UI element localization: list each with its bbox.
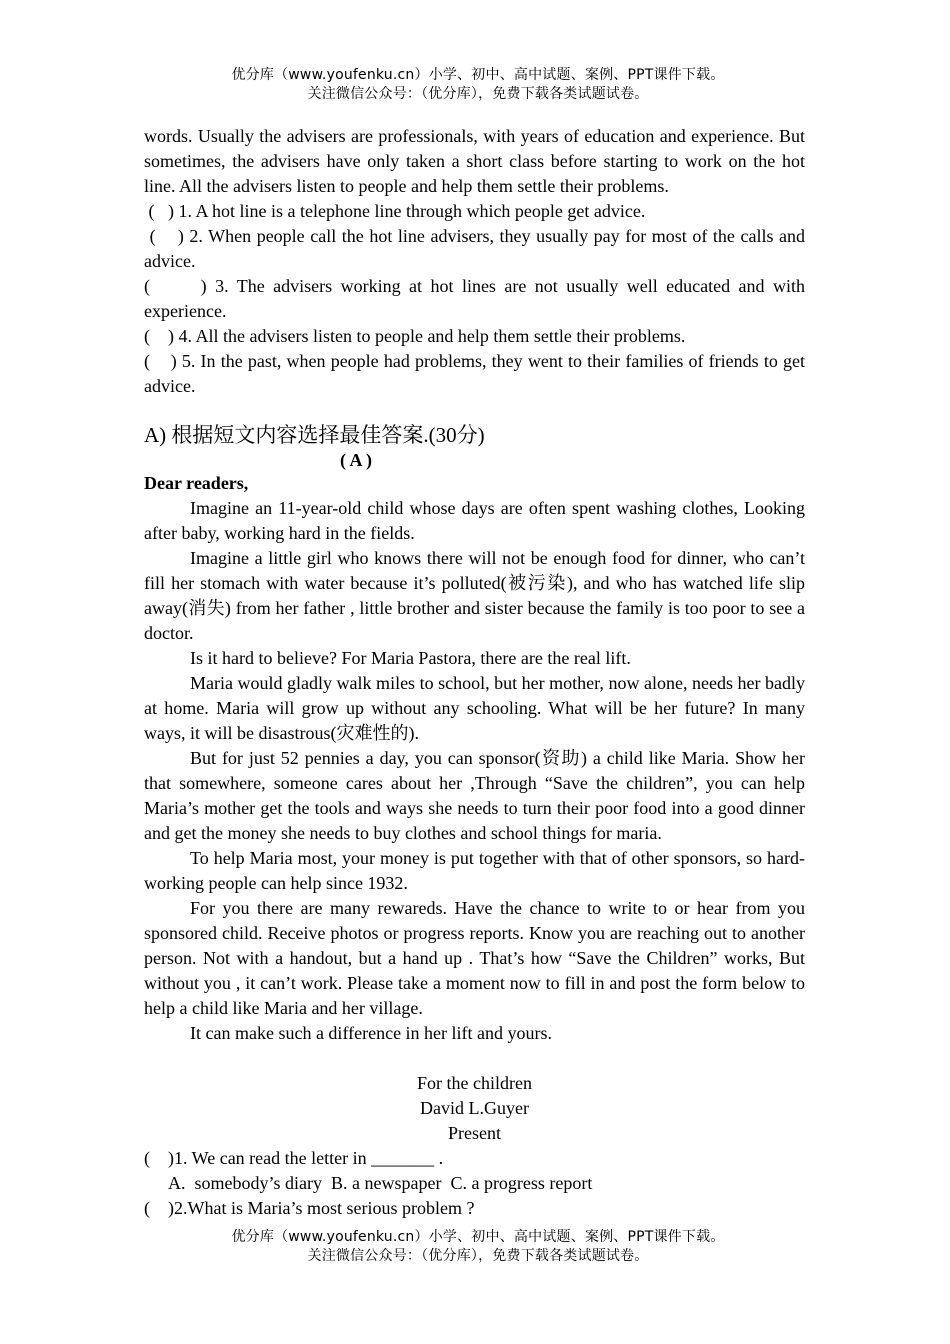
spacer	[144, 1046, 805, 1071]
intro-paragraph: words. Usually the advisers are professionals, with years of education and experience. But sometimes, the advisers have only taken a short class before starting to work on the hot line. All the advisers listen to people and help them settle their problems.	[144, 126, 805, 196]
footer-line-2: 关注微信公众号：（优分库），免费下载各类试题试卷。	[307, 1248, 649, 1264]
mc-question-1-options: A. somebody’s diary B. a newspaper C. a progress report	[168, 1173, 593, 1193]
letter-paragraph: Imagine a little girl who knows there will not be enough food for dinner, who can’t fill her stomach with water because it’s polluted(被污染), and who has watched life slip away(消失) from her father , little brother and sister because the family is too poor to see a doctor.	[144, 548, 805, 643]
signoff-author: David L.Guyer	[420, 1098, 529, 1118]
page-footer	[0, 1228, 950, 1266]
letter-paragraph: To help Maria most, your money is put together with that of other sponsors, so hard-working people can help since 1932.	[144, 848, 805, 893]
letter-paragraph: Imagine an 11-year-old child whose days are often spent washing clothes, Looking after baby, working hard in the fields.	[144, 498, 805, 543]
letter-paragraph: For you there are many rewareds. Have the chance to write to or hear from you sponsored child. Receive photos or progress reports. Know you are reaching out to another person. Not with a handout, but a hand up . That’s how “Save the Children” works, But without you , it can’t work. Please take a moment now to fill in and post the form below to help a child like Maria and her village.	[144, 898, 805, 1018]
tf-question-4: ( ) 4. All the advisers listen to people and help them settle their problems.	[144, 326, 686, 346]
letter-paragraph: Maria would gladly walk miles to school, but her mother, now alone, needs her badly at home. Maria will grow up without any schooling. What will be her future? In many ways, it will be disastrous(灾难性的).	[144, 673, 805, 743]
section-title: A) 根据短文内容选择最佳答案.(30分)	[144, 423, 485, 447]
header-line-1: 优分库（www.youfenku.cn）小学、初中、高中试题、案例、PPT课件下载。	[231, 67, 725, 83]
tf-question-5: ( ) 5. In the past, when people had problems, they went to their families of friends to get advice.	[144, 351, 810, 396]
header-line-2: 关注微信公众号：（优分库），免费下载各类试题试卷。	[307, 86, 649, 102]
letter-greeting: Dear readers,	[144, 473, 249, 493]
passage-label: ( A )	[340, 450, 373, 470]
letter-paragraph: Is it hard to believe? For Maria Pastora, there are the real lift.	[190, 648, 631, 668]
tf-question-1: ( ) 1. A hot line is a telephone line through which people get advice.	[144, 201, 646, 221]
signoff-line: Present	[448, 1123, 501, 1143]
footer-line-1: 优分库（www.youfenku.cn）小学、初中、高中试题、案例、PPT课件下载。	[231, 1229, 725, 1245]
document-body	[144, 124, 810, 1221]
mc-question-2: ( )2.What is Maria’s most serious problem ?	[144, 1198, 475, 1218]
signoff-line: For the children	[417, 1073, 532, 1093]
page-header	[0, 66, 950, 104]
mc-question-1: ( )1. We can read the letter in _______ .	[144, 1148, 444, 1168]
tf-question-2: ( ) 2. When people call the hot line advisers, they usually pay for most of the calls and advice.	[144, 226, 810, 271]
letter-paragraph: But for just 52 pennies a day, you can sponsor(资助) a child like Maria. Show her that somewhere, someone cares about her ,Through “Save the children”, you can help Maria’s mother get the tools and ways she needs to turn their poor food into a good dinner and get the money she needs to buy clothes and school things for maria.	[144, 748, 805, 843]
letter-paragraph: It can make such a difference in her lift and yours.	[190, 1023, 553, 1043]
tf-question-3: ( ) 3. The advisers working at hot lines are not usually well educated and with experience.	[144, 276, 810, 321]
